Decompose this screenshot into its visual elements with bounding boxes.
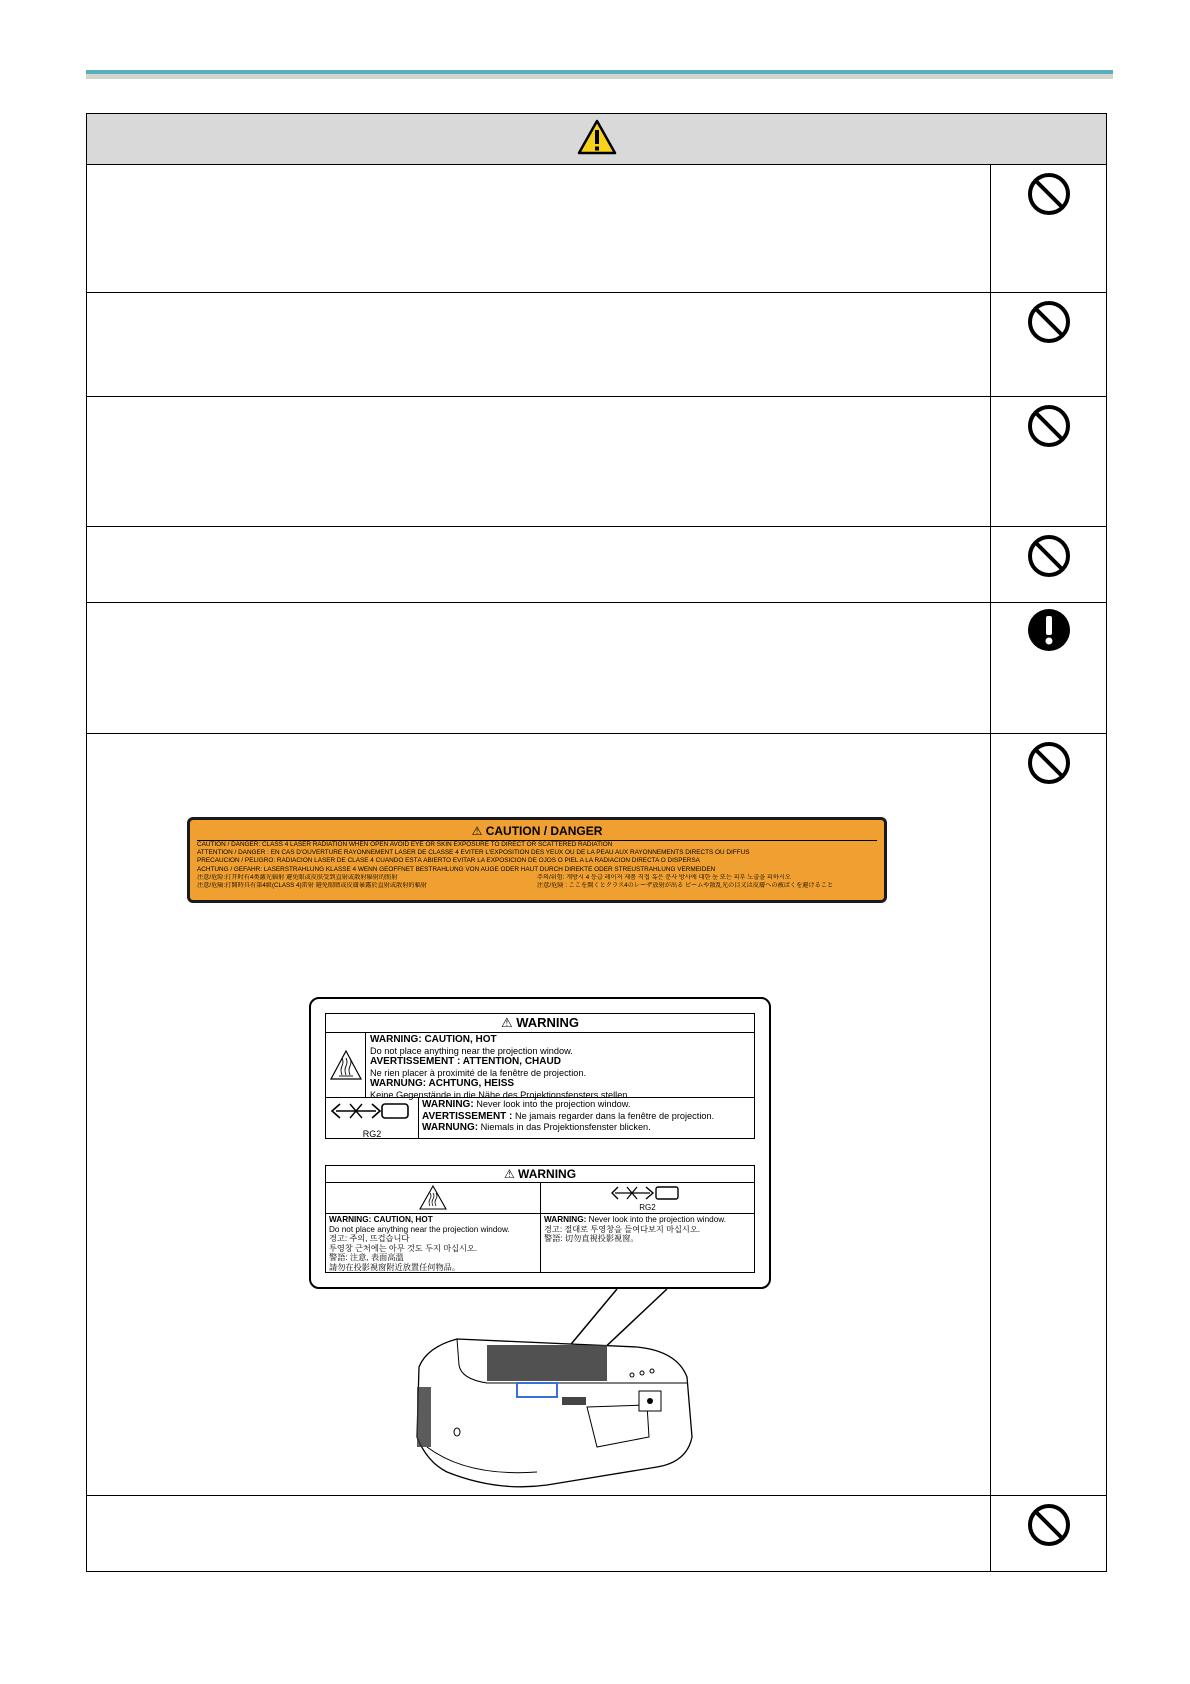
warning-text: Ne rien placer à proximité de la fenêtre de projection. [370,1067,587,1078]
warning-text: 경고: 절대로 투영창을 들여다보지 마십시오. [544,1224,701,1234]
prohibited-icon [1026,171,1072,222]
warning-text: Niemals in das Projektionsfenster blicken. [480,1122,651,1132]
safety-row-7 [87,1496,991,1572]
safety-row-1 [87,165,991,293]
warning-label-2 [325,1165,755,1273]
warning-triangle-icon: ⚠ [503,1167,515,1181]
warning-heading: AVERTISSEMENT : ATTENTION, CHAUD [370,1056,561,1067]
warning-heading: WARNING: [544,1215,587,1224]
risk-group-label: RG2 [639,1203,656,1212]
laser-label-title: CAUTION / DANGER [485,824,603,838]
safety-row-3 [87,397,991,527]
laser-beam-eye-icon [608,1183,688,1203]
hot-surface-icon [326,1033,366,1097]
laser-label-line: CAUTION / DANGER: CLASS 4 LASER RADIATION WHEN OPEN AVOID EYE OR SKIN EXPOSURE TO DIRECT OR SCATTERED RADIATION [197,841,613,848]
header-rule-shadow [86,74,1113,79]
warning-text: Do not place anything near the projection window. [370,1045,573,1056]
laser-label-line: PRECAUCIÓN / PELIGRO: RADIACIÓN LÁSER DE CLASE 4 CUANDO ESTÁ ABIERTO EVITAR LA EXPOSICIÓN DE OJOS O PIEL A LA RADIACIÓN DIRECTA O DISPERSA [197,857,700,865]
warning-heading: WARNING: [422,1099,474,1110]
table-header [87,114,1107,165]
mandatory-action-icon [1026,607,1072,658]
hot-surface-icon [418,1183,448,1211]
warning-text: 경고: 주의, 뜨겁습니다 [329,1234,410,1243]
warning-triangle-icon: ⚠ [500,1015,513,1030]
prohibited-icon [1026,533,1072,584]
warning-heading: WARNUNG: [422,1122,479,1133]
safety-row-6 [87,734,991,1496]
risk-group-label: RG2 [362,1129,382,1139]
warning-triangle-icon [577,119,617,155]
safety-row-5 [87,603,991,734]
laser-label-line: 注意/危険 : ここを開くとクラス4のレーザ放射が出る ビームや散乱光の目又は皮膚への被ばくを避けること [537,882,834,890]
laser-beam-eye-icon [326,1098,419,1124]
caution-danger-label [187,817,887,903]
prohibited-icon [1026,1502,1072,1553]
warning-heading: WARNUNG: ACHTUNG, HEISS [370,1078,515,1089]
warning-text: Do not place anything near the projection window. [329,1224,510,1234]
warning-heading: WARNING: CAUTION, HOT [329,1215,433,1224]
warning-label-1 [325,1013,755,1139]
warning-text: 警語: 切勿直視投影視窗。 [544,1234,639,1243]
warning-label-callout [309,997,771,1289]
warning-heading: AVERTISSEMENT : [422,1110,513,1122]
warning-text: Ne jamais regarder dans la fenêtre de projection. [514,1110,715,1121]
safety-row-2 [87,293,991,397]
warning-text: Never look into the projection window. [476,1099,631,1109]
laser-label-line: 주의/위험: 개방시 4 등급 레이저 제품 직접 혹은 분사 방사에 대한 눈 또는 피부 노출을 피하시오 [537,873,791,881]
warning-label-title: WARNING [518,1167,577,1181]
warning-text: 請勿在投影視窗附近放置任何物品。 [329,1262,461,1272]
warning-triangle-icon: ⚠ [471,824,483,838]
warning-text: 警語: 注意, 表面高溫 [329,1253,404,1262]
warning-heading: WARNING: CAUTION, HOT [370,1034,497,1045]
projector-illustration [387,1287,847,1492]
warning-label-title: WARNING [516,1015,580,1030]
warning-text: Keine Gegenstände in die Nähe des Projektionsfensters stellen. [370,1089,630,1100]
safety-table [86,113,1107,1572]
safety-row-4 [87,527,991,603]
laser-label-line: 注意/危險:打開時具有第4級(CLASS 4)雷射 避免眼睛或皮膚暴露於直射或散射的輻射 [197,882,427,890]
prohibited-icon [1026,403,1072,454]
laser-label-line: ATTENTION / DANGER : EN CAS D'OUVERTURE RAYONNEMENT LASER DE CLASSE 4 ÉVITER L'EXPOSITION DES YEUX OU DE LA PEAU AUX RAYONNEMENTS DIRECTS OU DIFFUS [197,849,750,857]
prohibited-icon [1026,299,1072,350]
laser-label-line: ACHTUNG / GEFAHR: LASERSTRAHLUNG KLASSE 4 WENN GEÖFFNET BESTRAHLUNG VON AUGE ODER HAUT DURCH DIREKTE ODER STREUSTRAHLUNG VERMEIDEN [197,865,716,873]
warning-text: 투영창 근처에는 아무 것도 두지 마십시오. [329,1243,478,1253]
laser-label-line: 注意/危险:打开时有4类激光辐射 避免眼或皮肤受到直射或散射辐射的照射 [197,873,398,881]
warning-text: Never look into the projection window. [588,1215,727,1224]
prohibited-icon [1026,740,1072,791]
